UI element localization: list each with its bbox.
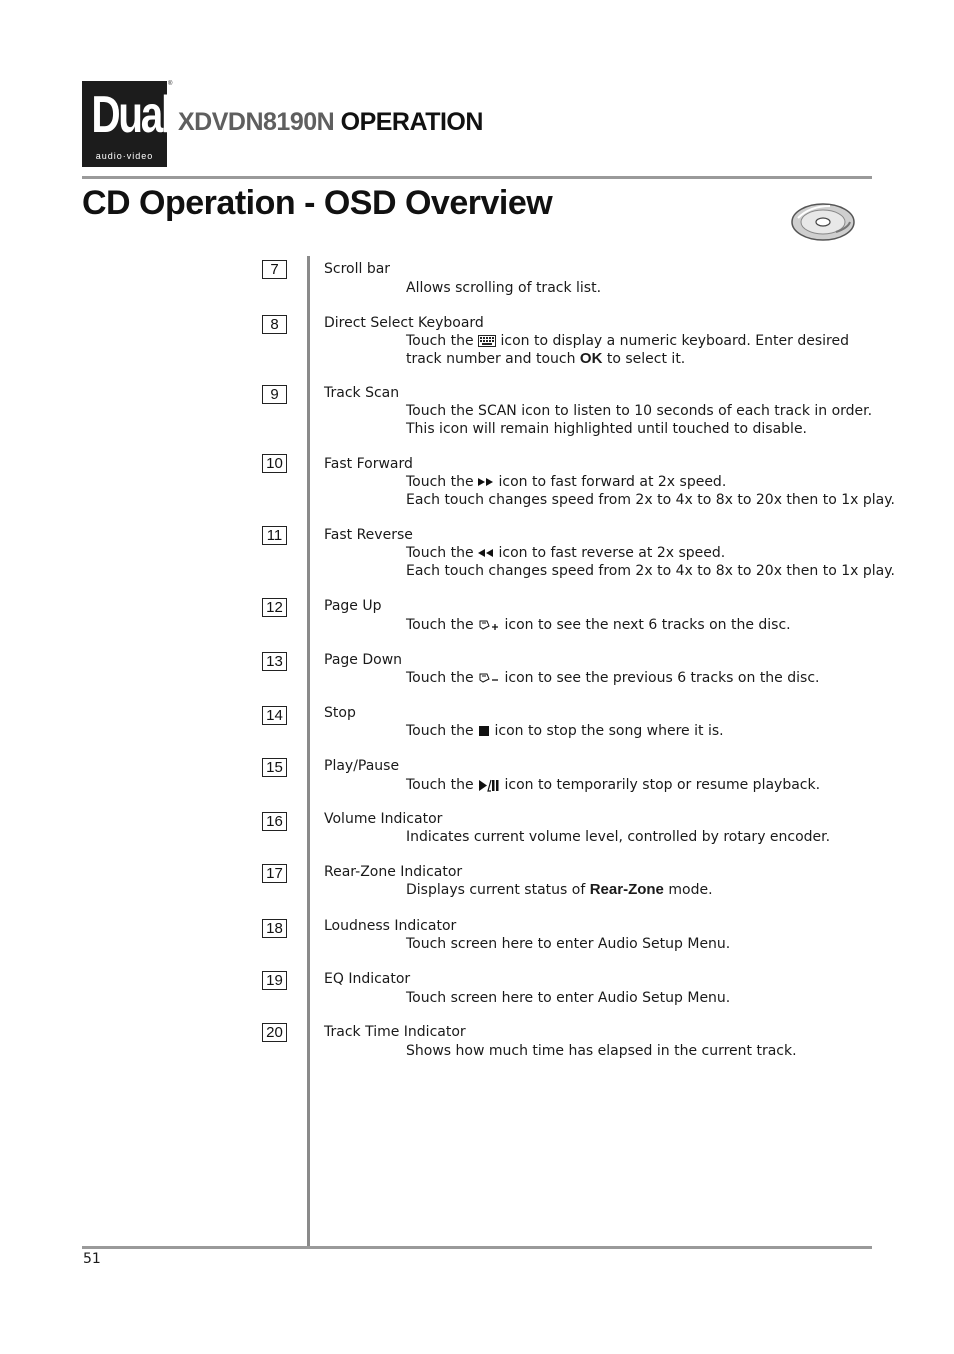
item-number: 8 <box>262 315 287 334</box>
logo-subtitle: audio·video <box>95 151 154 161</box>
registered-mark: ® <box>168 81 173 87</box>
item-description: Indicates current volume level, controlled by rotary encoder. <box>406 829 831 845</box>
item-title: Fast Reverse <box>324 527 413 543</box>
item-number: 16 <box>262 812 287 831</box>
item-number: 11 <box>262 526 287 545</box>
top-divider <box>82 176 872 179</box>
operation-label: OPERATION <box>340 108 483 136</box>
item-description: Touch the icon to see the previous 6 tracks on the disc. <box>406 670 820 686</box>
dual-logo <box>82 81 170 167</box>
item-number: 13 <box>262 652 287 671</box>
model-name: XDVDN8190N <box>178 108 335 136</box>
item-number: 9 <box>262 385 287 404</box>
item-number: 12 <box>262 598 287 617</box>
bottom-divider <box>82 1246 872 1249</box>
item-description: Allows scrolling of track list. <box>406 280 602 296</box>
item-title: Page Up <box>324 598 382 614</box>
page-title: CD Operation - OSD Overview <box>82 184 553 222</box>
item-description: Touch the icon to temporarily stop or resume playback. <box>406 777 821 793</box>
item-description: Touch the icon to fast reverse at 2x speed. Each touch changes speed from 2x to 4x to 8x to 20x then to 1x play. <box>406 545 895 579</box>
item-title: Page Down <box>324 652 403 668</box>
item-title: Fast Forward <box>324 456 413 472</box>
item-description: Touch the SCAN icon to listen to 10 seconds of each track in order. This icon will remain highlighted until touched to disable. <box>406 403 873 437</box>
column-divider <box>307 256 310 1248</box>
item-number: 15 <box>262 758 287 777</box>
item-description: Touch screen here to enter Audio Setup Menu. <box>406 990 731 1006</box>
stop-icon <box>478 725 490 737</box>
page-up-icon <box>478 618 500 632</box>
item-number: 10 <box>262 454 287 473</box>
item-number: 20 <box>262 1023 287 1042</box>
item-title: Volume Indicator <box>324 811 443 827</box>
item-number: 18 <box>262 919 287 938</box>
fast-forward-icon <box>478 477 494 487</box>
item-description: Touch the icon to stop the song where it is. <box>406 723 724 739</box>
item-title: Scroll bar <box>324 261 391 277</box>
item-description: Touch screen here to enter Audio Setup Menu. <box>406 936 731 952</box>
item-title: Track Scan <box>324 385 400 401</box>
item-description: Touch the icon to fast forward at 2x speed. Each touch changes speed from 2x to 4x to 8x to 20x then to 1x play. <box>406 474 895 508</box>
item-number: 7 <box>262 260 287 279</box>
play-pause-icon <box>478 779 500 792</box>
item-number: 17 <box>262 864 287 883</box>
item-title: Stop <box>324 705 356 721</box>
logo-word: Dual <box>91 86 170 144</box>
cd-disc-icon <box>790 198 856 244</box>
item-title: Rear-Zone Indicator <box>324 864 463 880</box>
section-header <box>178 108 483 137</box>
page-number: 51 <box>83 1251 101 1267</box>
fast-reverse-icon <box>478 548 494 558</box>
item-description: Shows how much time has elapsed in the current track. <box>406 1043 797 1059</box>
item-title: Direct Select Keyboard <box>324 315 484 331</box>
item-description: Touch the icon to see the next 6 tracks on the disc. <box>406 617 791 633</box>
item-title: Play/Pause <box>324 758 400 774</box>
item-description: Touch the icon to display a numeric keyboard. Enter desired track number and touch OK to select it. <box>406 333 849 367</box>
item-title: Loudness Indicator <box>324 918 457 934</box>
item-number: 14 <box>262 706 287 725</box>
item-title: Track Time Indicator <box>324 1024 466 1040</box>
item-number: 19 <box>262 971 287 990</box>
item-title: EQ Indicator <box>324 971 411 987</box>
page-down-icon <box>478 671 500 685</box>
keyboard-icon <box>478 335 496 347</box>
item-description: Displays current status of Rear-Zone mode. <box>406 881 713 898</box>
